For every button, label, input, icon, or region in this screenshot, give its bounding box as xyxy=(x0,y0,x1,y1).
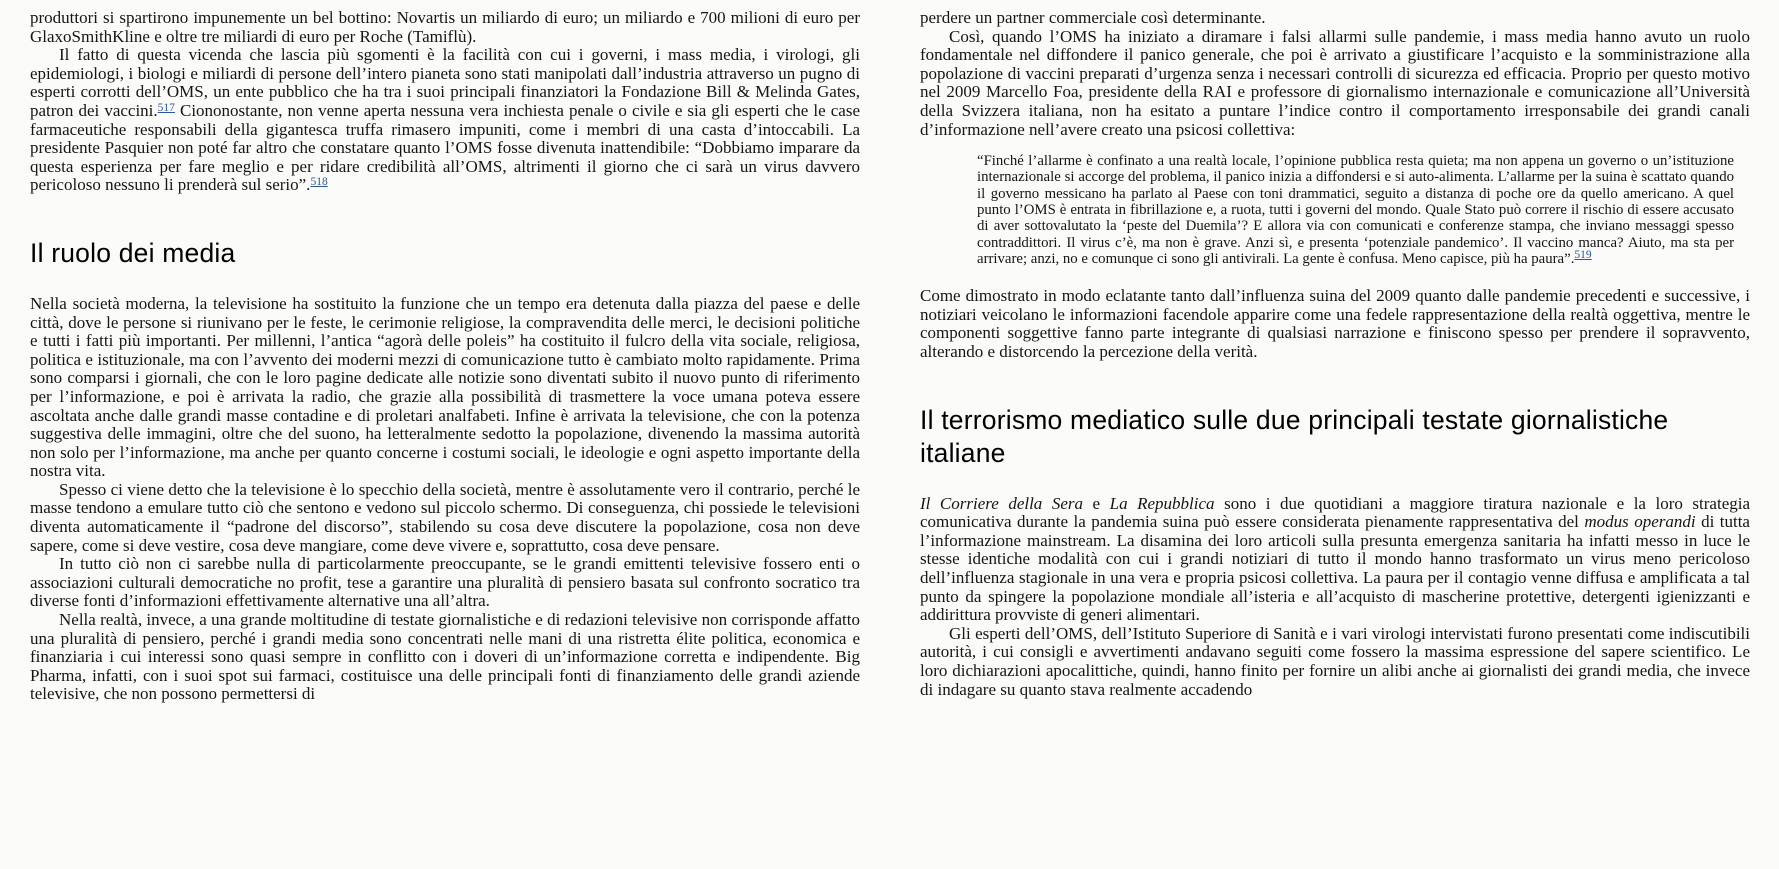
footnote-ref-518[interactable]: 518 xyxy=(310,176,328,189)
page-right-column xyxy=(920,9,1750,704)
text-run: di tutta l’informazione mainstream. La disamina dei loro articoli sulla presunta emergenza sanitaria ha infatti messo in luce le stesse identiche modalità con cui i grandi notiziari di tutto il mondo hanno trasformato un virus meno pericoloso dell’influenza stagionale in una vera e propria psicosi collettiva. La paura per il contagio venne diffusa e amplificata a tal punto da spingere la popolazione mondiale all’isteria e all’acquisto di mascherine protettive, detergenti igienizzanti e addirittura provviste di generi alimentari. xyxy=(920,512,1750,625)
text-run: Ciononostante, non venne aperta nessuna vera inchiesta penale o civile e sia gli esperti che le case farmaceutiche responsabili della gigantesca truffa rimasero impuniti, come i membri di una casta d’intoccabili. La presidente Pasquier non poté far altro che constatare quanto l’OMS fosse divenuta inattendibile: “Dobbiamo imparare da questa esperienza per fare meglio e per ridare credibilità all’OMS, altrimenti il giorno che ci sarà un virus davvero pericoloso nessuno li prenderà sul serio”. xyxy=(30,100,861,195)
text-run-italic: Il Corriere della Sera xyxy=(920,493,1084,513)
section-heading-terrorismo-mediatico: Il terrorismo mediatico sulle due principali testate giornalistiche italiane xyxy=(920,404,1669,468)
page-left-column xyxy=(30,9,860,704)
footnote-ref-517[interactable]: 517 xyxy=(157,101,175,114)
text-run: “Finché l’allarme è confinato a una realtà locale, l’opinione pubblica resta quieta; ma non appena un governo o un’istituzione internazionale si accorge del problema, il panico inizia a diffondersi e si auto-alimenta. L’allarme per la suina è scattato quando il governo messicano ha parlato al Paese con toni drammatici, seguito a distanza di poche ore da quello americano. A quel punto l’OMS è entrata in fibrillazione e, a ruota, tutti i governi del mondo. Quale Stato può correre il rischio di essere accusato di aver sottovalutato la ‘peste del Duemila’? E allora via con comunicati e conferenze stampa, che inviano messaggi spesso contraddittori. Il virus c’è, ma non è grave. Anzi sì, e presenta ‘potenziale pandemico’. Il vaccino manca? Aiuto, ma sta per arrivare; anzi, no e comunque ci sono gli antivirali. La gente è confusa. Meno capisce, più ha paura”. xyxy=(977,153,1734,267)
paragraph-come-dimostrato: Come dimostrato in modo eclatante tanto dall’influenza suina del 2009 quanto dalle pandemie precedenti e successive, i notiziari veicolano le informazioni facendole apparire come una fedele rappresentazione della realtà oggettiva, mentre le componenti soggettive fanno parte integrante di qualsiasi narrazione e finiscono spesso per prendere il sopravvento, alterando e distorcendo la percezione della verità. xyxy=(920,286,1750,362)
text-run: Il fatto di questa vicenda che lascia più sgomenti è la facilità con cui i governi, i mass media, i virologi, gli epidemiologi, i biologi e miliardi di persone dell’intero pianeta sono stati manipolati dall’industria attraverso un pugno di esperti corrotti dell’OMS, un ente pubblico che ha tra i suoi principali finanziatori la Fondazione Bill & Melinda Gates, patron dei vaccini. xyxy=(30,45,860,120)
pull-quote-foa xyxy=(977,153,1734,267)
text-run-italic: La Repubblica xyxy=(1109,493,1215,513)
paragraph-perdere-partner: perdere un partner commerciale così determinante. xyxy=(920,8,1266,27)
paragraph-gli-esperti: Gli esperti dell’OMS, dell’Istituto Superiore di Sanità e i vari virologi intervistati furono presentati come indiscutibili autorità, i cui consigli e avvertimenti andavano seguiti come fossero la massima espressione del sapere scientifico. Le loro dichiarazioni apocalittiche, quindi, hanno finito per fornire un alibi anche ai giornalisti dei grandi media, che invece di indagare su quanto stava realmente accadendo xyxy=(920,623,1750,699)
section-heading-ruolo-dei-media: Il ruolo dei media xyxy=(30,237,236,268)
text-run: e xyxy=(1083,493,1110,513)
text-run: sono i due quotidiani a maggiore tiratura nazionale e la loro strategia comunicativa durante la pandemia suina può essere considerata pienamente rappresentativa del xyxy=(920,493,1751,532)
paragraph-bottino: produttori si spartirono impunemente un bel bottino: Novartis un miliardo di euro; un miliardo e 700 milioni di euro per GlaxoSmithKline e oltre tre miliardi di euro per Roche (Tamiflù). xyxy=(30,8,860,46)
footnote-ref-519[interactable]: 519 xyxy=(1574,248,1592,261)
paragraph-societa-moderna: Nella società moderna, la televisione ha sostituito la funzione che un tempo era detenuta dalla piazza del paese e delle città, dove le persone si riunivano per le feste, le cerimonie religiose, la compravendita delle merci, le decisioni politiche e tutti i fatti più importanti. Per millenni, l’antica “agorà delle poleis” ha costituito il fulcro della vita sociale, religiosa, politica e istituzionale, ma con l’avvento dei moderni mezzi di comunicazione tutto è cambiato molto rapidamente. Prima sono comparsi i giornali, che con le loro pagine dedicate alle notizie sono diventati subito il nuovo punto di riferimento per l’informazione, e poi è arrivata la radio, che grazie alla possibilità di trasmettere la voce umana poteva essere ascoltata anche dalle grandi masse contadine e di proletari analfabeti. Infine è arrivata la televisione, che con la potenza suggestiva delle immagini, oltre che del suono, ha letteralmente sedotto la popolazione, divenendo la massima autorità non solo per l’informazione, ma anche per quanto concerne i costumi sociali, le ideologie e ogni aspetto importante della nostra vita. xyxy=(30,293,860,481)
text-run-italic: modus operandi xyxy=(1584,512,1696,532)
paragraph-specchio-societa: Spesso ci viene detto che la televisione è lo specchio della società, mentre è assolutamente vero il contrario, perché le masse tendono a emulare tutto ciò che sentono e vedono sul piccolo schermo. Di conseguenza, chi possiede le televisioni diventa automaticamente il “padrone del discorso”, stabilendo su cosa deve discutere la popolazione, cosa non deve sapere, come si deve vestire, cosa deve mangiare, come deve vivere e, soprattutto, cosa deve pensare. xyxy=(30,479,860,555)
paragraph-cosi-quando-oms: Così, quando l’OMS ha iniziato a diramare i falsi allarmi sulle pandemie, i mass media hanno avuto un ruolo fondamentale nel diffondere il panico generale, che poi è arrivato a giustificare l’acquisto e la somministrazione alla popolazione di vaccini preparati d’urgenza senza i necessari controlli di sicurezza ed efficacia. Proprio per questo motivo nel 2009 Marcello Foa, presidente della RAI e professore di giornalismo internazionale e comunicazione all’Università della Svizzera italiana, non ha esitato a puntare l’indice contro il comportamento irresponsabile dei grandi canali d’informazione nell’avere creato una psicosi collettiva: xyxy=(920,26,1750,139)
paragraph-in-tutto-cio: In tutto ciò non ci sarebbe nulla di particolarmente preoccupante, se le grandi emittenti televisive fossero enti o associazioni culturali democratiche no profit, tese a garantire una pluralità di pensiero basata sul confronto socratico tra diverse fonti d’informazioni effettivamente alternative una all’altra. xyxy=(30,554,860,611)
paragraph-nella-realta: Nella realtà, invece, a una grande moltitudine di testate giornalistiche e di redazioni televisive non corrisponde affatto una pluralità di pensiero, perché i grandi media sono concentrati nelle mani di una ristretta élite politica, economica e finanziaria i cui interessi sono quasi sempre in conflitto con i doveri di un’informazione corretta e indipendente. Big Pharma, infatti, con i suoi spot sui farmaci, costituisce una delle principali fonti di finanziamento delle grandi aziende televisive, che non possono permettersi di xyxy=(30,610,860,704)
paragraph-corriere-repubblica xyxy=(920,495,1750,625)
paragraph-fatto xyxy=(30,46,860,195)
